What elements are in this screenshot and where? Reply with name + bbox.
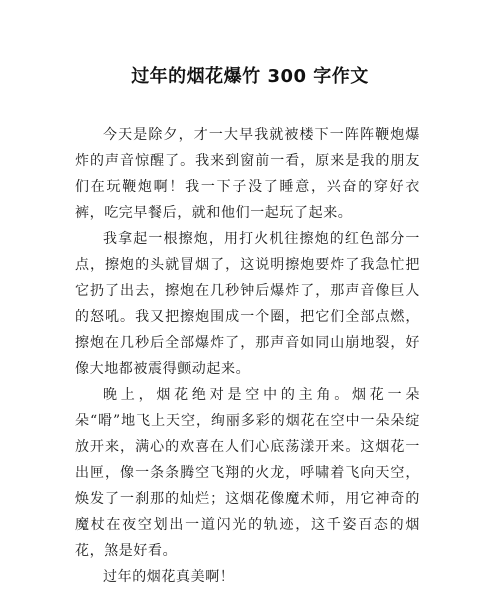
document-title: 过年的烟花爆竹 300 字作文 <box>131 66 369 87</box>
paragraph-1: 今天是除夕，才一大早我就被楼下一阵阵鞭炮爆炸的声音惊醒了。我来到窗前一看，原来是我的朋友们在玩鞭炮啊！我一下子没了睡意，兴奋的穿好衣裤，吃完早餐后，就和他们一起玩了起来。 <box>75 127 420 221</box>
paragraph-4: 过年的烟花真美啊！ <box>103 569 235 585</box>
paragraph-2: 我拿起一根擦炮，用打火机往擦炮的红色部分一点，擦炮的头就冒烟了，这说明擦炮要炸了我急忙把它扔了出去，擦炮在几秒钟后爆炸了，那声音像巨人的怒吼。我又把擦炮围成一个圈，把它们全部点燃，擦炮在几秒后全部爆炸了，那声音如同山崩地裂，好像大地都被震得颤动起来。 <box>75 231 420 377</box>
essay-body <box>75 122 420 590</box>
paragraph-3: 晚上，烟花绝对是空中的主角。烟花一朵朵“嗗”地飞上天空，绚丽多彩的烟花在空中一朵朵绽放开来，满心的欢喜在人们心底荡漾开来。这烟花一出匣，像一条条腾空飞翔的火龙，呼啸着飞向天空，焕发了一刹那的灿烂；这烟花像魔术师，用它神奇的魔杖在夜空划出一道闪光的轨迹，这千姿百态的烟花，煞是好看。 <box>75 387 420 559</box>
